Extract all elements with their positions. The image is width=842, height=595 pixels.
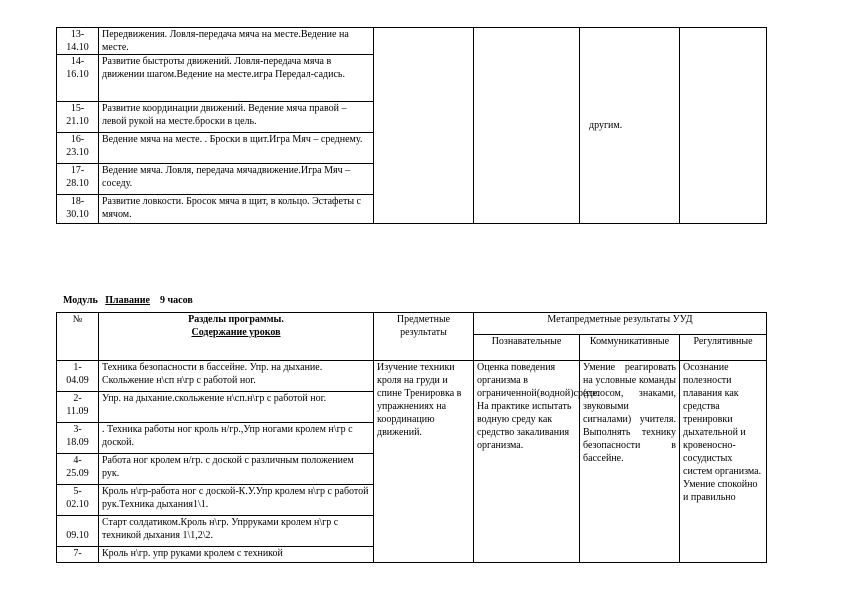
row-topic: Передвижения. Ловля-передача мяча на месте.Ведение на месте.	[99, 28, 374, 55]
lessons-table-top	[56, 27, 767, 224]
regulatory-text-cell	[680, 361, 767, 563]
row-date: 2- 11.09	[57, 392, 99, 423]
row-topic: Развитие координации движений. Ведение мяча правой – левой рукой на месте.броски в цель.	[99, 102, 374, 133]
table-row	[57, 28, 767, 55]
cognitive-cell	[474, 28, 580, 224]
regulatory-cell	[680, 28, 767, 224]
row-date: 7-	[57, 547, 99, 563]
lessons-table-swimming	[56, 312, 767, 563]
row-topic: Кроль н\гр-работа ног с доской-К.У.Упр кролем н\гр с работой рук.Техника дыхания1\1.	[99, 485, 374, 516]
subject-text-cell	[374, 361, 474, 563]
cognitive-text-cell	[474, 361, 600, 563]
row-date: 4- 25.09	[57, 454, 99, 485]
cognitive-text: Оценка поведения организма в ограниченной(водной)среде. На практике испытать водную среду как средство закаливания организма.	[477, 362, 600, 451]
row-date: 15- 21.10	[57, 102, 99, 133]
subject-cell	[374, 28, 474, 224]
row-topic: Ведение мяча. Ловля, передача мячадвижение.Игра Мяч –соседу.	[99, 164, 374, 195]
communicative-text: другим.	[589, 120, 623, 131]
row-date: 16- 23.10	[57, 133, 99, 164]
header-sections-line2: Содержание уроков	[191, 327, 281, 338]
header-sections-line1: Разделы программы.	[188, 314, 284, 325]
row-topic: Ведение мяча на месте. . Броски в щит.Игра Мяч – среднему.	[99, 133, 374, 164]
row-topic: Кроль н\гр. упр руками кролем с техникой	[99, 547, 374, 563]
row-date: 18- 30.10	[57, 195, 99, 224]
module-name: Плавание	[105, 295, 150, 306]
table-row	[57, 361, 767, 392]
row-date: 1- 04.09	[57, 361, 99, 392]
row-date: 14- 16.10	[57, 55, 99, 102]
regulatory-text: Осознание полезности плавания как средства тренировки дыхательной и кровеносно-сосудистых систем организма. Умение спокойно и правильно	[683, 362, 762, 503]
header-communicative: Коммуникативные	[580, 335, 680, 361]
row-date: 13- 14.10	[57, 28, 99, 55]
header-meta: Метапредметные результаты УУД	[474, 313, 767, 335]
row-topic: Старт солдатиком.Кроль н\гр. Упрруками кролем н\гр с техникой дыхания 1\1,2\2.	[99, 516, 374, 547]
header-regulatory: Регулятивные	[680, 335, 767, 361]
row-topic: . Техника работы ног кроль н/гр.,Упр ногами кролем н\гр с доской.	[99, 423, 374, 454]
header-cognitive: Познавательные	[474, 335, 580, 361]
communicative-cell	[580, 28, 680, 224]
row-topic: Техника безопасности в бассейне. Упр. на дыхание. Скольжение н\сп н\гр с работой ног.	[99, 361, 374, 392]
header-num: №	[57, 313, 99, 361]
row-date: 17- 28.10	[57, 164, 99, 195]
row-topic: Работа ног кролем н/гр. с доской с различным положением рук.	[99, 454, 374, 485]
row-date: 3- 18.09	[57, 423, 99, 454]
row-topic: Развитие ловкости. Бросок мяча в щит, в кольцо. Эстафеты с мячом.	[99, 195, 374, 224]
subject-text: Изучение техники кроля на груди и спине Тренировка в упражнениях на координацию движений.	[377, 362, 462, 438]
header-sections	[99, 313, 374, 361]
row-topic: Упр. на дыхание.скольжение н\сп.н\гр с работой ног.	[99, 392, 374, 423]
module-heading	[58, 284, 193, 306]
communicative-text: Умение реагировать на условные команды (голосом, знаками, звуковыми сигналами) учителя. Выполнять технику безопасности в бассейне.	[583, 362, 676, 464]
header-subject: Предметные результаты	[374, 313, 474, 361]
module-hours: 9 часов	[160, 295, 193, 306]
communicative-text-cell	[580, 361, 680, 563]
row-date: 5- 02.10	[57, 485, 99, 516]
row-topic: Развитие быстроты движений. Ловля-передача мяча в движении шагом.Ведение на месте.игра Передал-садись.	[99, 55, 374, 102]
row-date: 09.10	[57, 516, 99, 547]
module-prefix: Модуль	[63, 295, 98, 306]
